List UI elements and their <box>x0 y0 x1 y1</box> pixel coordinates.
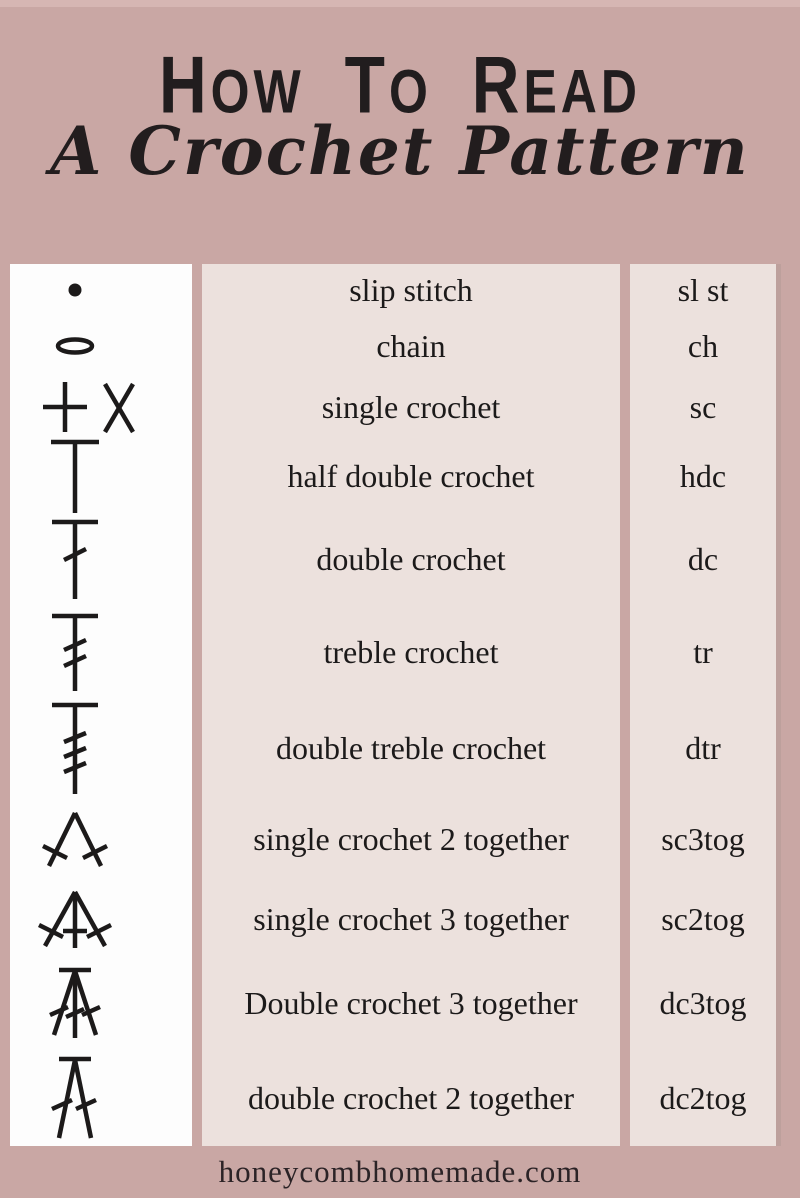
symbol-cell <box>0 604 166 699</box>
t-bar-icon <box>49 438 101 514</box>
symbol-cell <box>0 438 166 514</box>
stitch-abbreviation: sc2tog <box>661 901 745 937</box>
symbol-column <box>10 264 192 1146</box>
stitch-abbreviation: tr <box>693 633 713 670</box>
stitch-name: double crochet 2 together <box>247 1079 575 1116</box>
symbol-cell <box>0 1049 166 1146</box>
title-word: HOW <box>158 39 305 130</box>
symbol-cell <box>0 796 166 881</box>
stitch-abbreviation: dc2tog <box>659 1079 747 1116</box>
header <box>0 0 800 260</box>
stitch-abbreviation: sc3tog <box>661 820 745 857</box>
stitch-abbreviation: dc <box>687 541 719 577</box>
stitch-name: double treble crochet <box>275 729 547 766</box>
stitch-abbreviation: dtr <box>685 729 721 766</box>
t-bar-one-tick-icon <box>49 518 101 600</box>
stitch-name: single crochet <box>321 389 501 425</box>
stitch-name: chain <box>376 328 446 364</box>
stitch-abbreviation: dc3tog <box>659 985 747 1021</box>
slip-stitch-dot-icon <box>66 281 84 299</box>
symbol-cell <box>0 316 166 376</box>
symbol-cell <box>0 699 166 796</box>
symbol-cell <box>0 376 182 438</box>
title-word: TO <box>344 39 432 130</box>
stitch-abbreviation: sc <box>689 389 717 425</box>
stitch-abbreviation: sl st <box>677 272 729 308</box>
plus-and-x-icon <box>41 379 141 435</box>
t-bar-two-ticks-icon <box>49 612 101 692</box>
barred-cluster-three-legs-icon <box>43 967 107 1039</box>
stitch-name: treble crochet <box>323 633 499 670</box>
stitch-abbreviation: ch <box>687 328 719 364</box>
title-word: READ <box>471 39 642 130</box>
symbol-cell <box>0 957 166 1049</box>
stitch-name: half double crochet <box>287 458 535 494</box>
symbol-cell <box>0 264 166 316</box>
symbol-cell <box>0 514 166 604</box>
cluster-two-legs-icon <box>41 810 109 868</box>
cluster-three-legs-icon <box>38 889 112 949</box>
abbreviation-column <box>630 264 781 1146</box>
stitch-name: single crochet 3 together <box>253 901 569 937</box>
stitch-name-column <box>202 264 620 1146</box>
stitch-abbreviation: hdc <box>679 458 727 494</box>
page-subtitle: A Crochet Pattern <box>50 112 750 190</box>
website-url: honeycombhomemade.com <box>218 1154 582 1189</box>
barred-cluster-two-legs-icon <box>46 1056 104 1140</box>
stitch-name: Double crochet 3 together <box>244 985 578 1021</box>
chain-oval-icon <box>53 335 97 357</box>
stitch-name: slip stitch <box>349 272 473 308</box>
footer <box>0 1146 800 1198</box>
t-bar-three-ticks-icon <box>49 701 101 795</box>
stitch-table <box>0 264 800 1146</box>
stitch-name: single crochet 2 together <box>253 820 569 857</box>
stitch-name: double crochet <box>316 541 506 577</box>
symbol-cell <box>0 881 166 957</box>
